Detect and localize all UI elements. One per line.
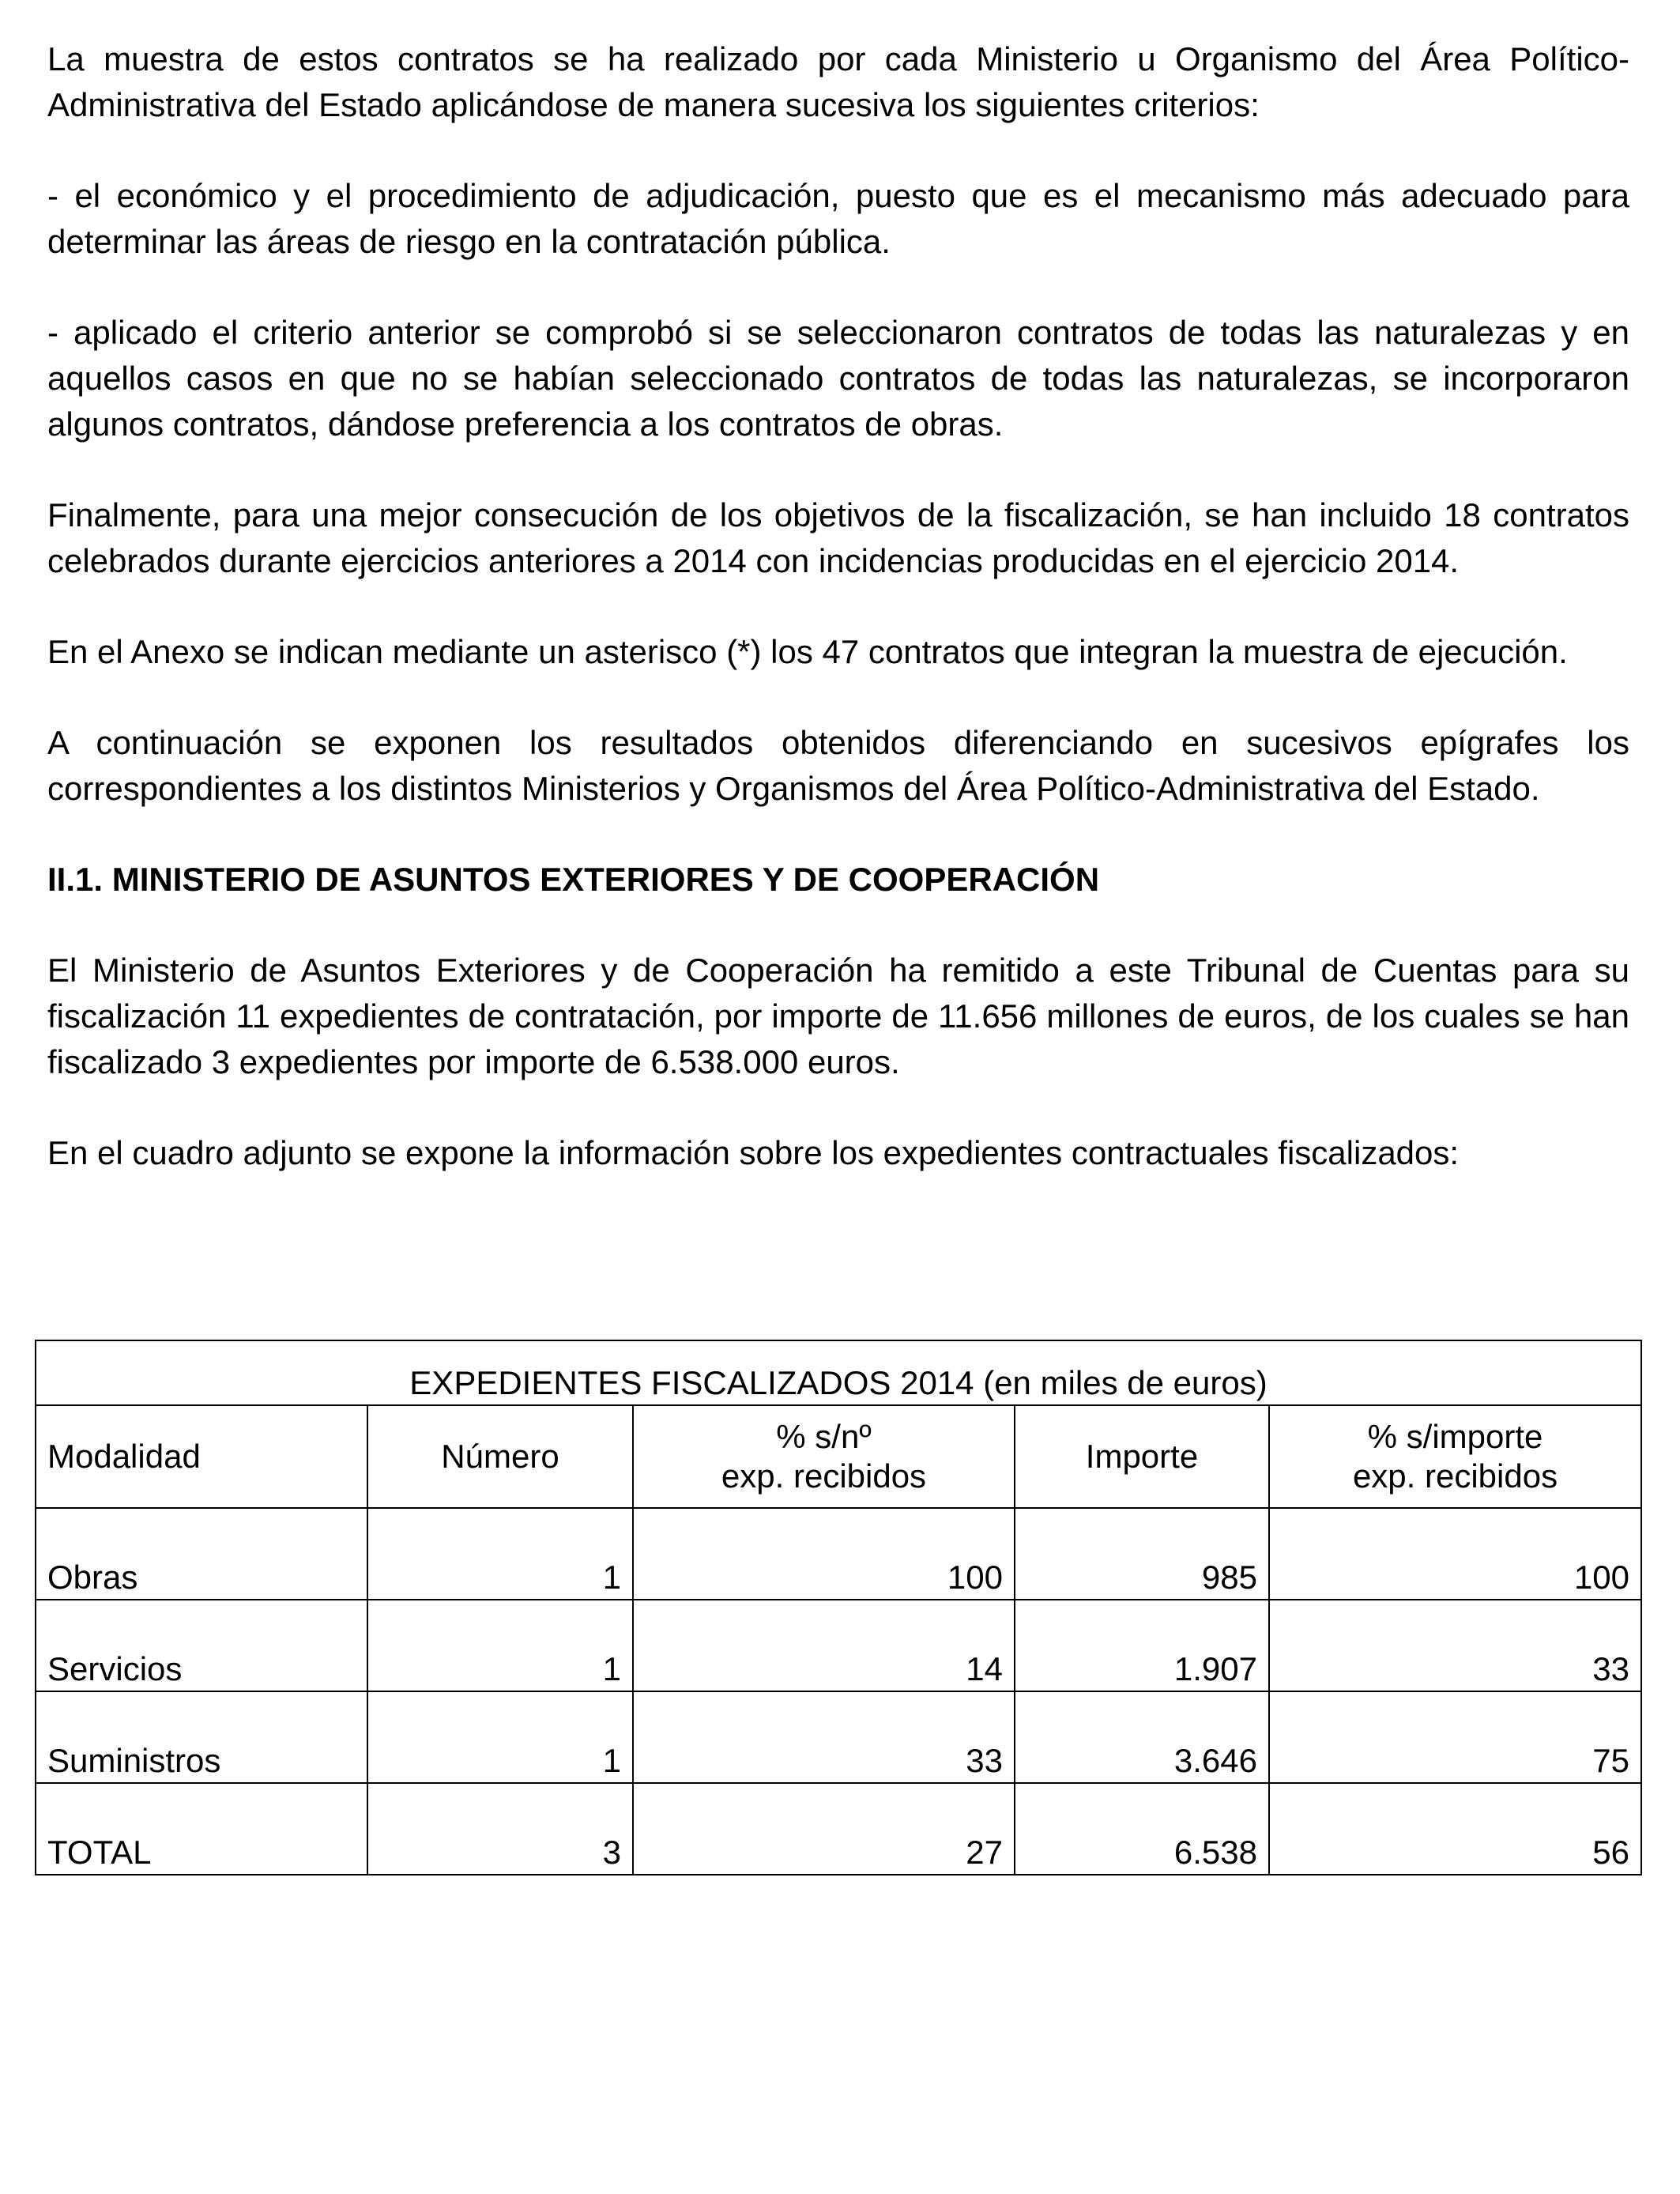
table-header-row bbox=[36, 1405, 1641, 1508]
document-body bbox=[47, 36, 1629, 1221]
table-row-servicios bbox=[36, 1600, 1641, 1691]
cell-pct-num: 100 bbox=[633, 1508, 1015, 1600]
cell-pct-importe: 75 bbox=[1269, 1691, 1641, 1783]
header-modalidad: Modalidad bbox=[36, 1405, 367, 1508]
paragraph-economic-criterion: - el económico y el procedimiento de adjudicación, puesto que es el mecanismo más adecuado para determinar las áreas de riesgo en la contratación pública. bbox=[47, 177, 1629, 260]
paragraph-annex-note: En el Anexo se indican mediante un asterisco (*) los 47 contratos que integran la muestra de ejecución. bbox=[47, 633, 1568, 670]
header-numero: Número bbox=[367, 1405, 633, 1508]
table-title-row bbox=[36, 1340, 1641, 1405]
header-pct-imp-line2: exp. recibidos bbox=[1352, 1457, 1558, 1495]
cell-importe: 1.907 bbox=[1015, 1600, 1269, 1691]
cell-numero: 1 bbox=[367, 1508, 633, 1600]
table-row-obras bbox=[36, 1508, 1641, 1600]
cell-numero: 1 bbox=[367, 1600, 633, 1691]
cell-pct-num: 33 bbox=[633, 1691, 1015, 1783]
table-row-total bbox=[36, 1783, 1641, 1875]
header-pct-num-line1: % s/nº bbox=[776, 1418, 872, 1455]
header-pct-imp-line1: % s/importe bbox=[1367, 1418, 1543, 1455]
table-row-suministros bbox=[36, 1691, 1641, 1783]
cell-pct-importe: 100 bbox=[1269, 1508, 1641, 1600]
cell-modalidad: Obras bbox=[36, 1508, 367, 1600]
expedientes-table-container bbox=[35, 1340, 1640, 1875]
cell-importe: 6.538 bbox=[1015, 1783, 1269, 1875]
section-heading: II.1. MINISTERIO DE ASUNTOS EXTERIORES Y DE COOPERACIÓN bbox=[47, 861, 1100, 898]
cell-importe: 985 bbox=[1015, 1508, 1269, 1600]
cell-modalidad: Servicios bbox=[36, 1600, 367, 1691]
cell-pct-num: 14 bbox=[633, 1600, 1015, 1691]
paragraph-ministry-summary: El Ministerio de Asuntos Exteriores y de Cooperación ha remitido a este Tribunal de Cuentas para su fiscalización 11 expedientes de contratación, por importe de 11.656 millones de euros, de los cuales se han fiscalizado 3 expedientes por importe de 6.538.000 euros. bbox=[47, 952, 1629, 1080]
cell-numero: 3 bbox=[367, 1783, 633, 1875]
expedientes-table bbox=[35, 1340, 1642, 1875]
header-pct-num-line2: exp. recibidos bbox=[721, 1457, 927, 1495]
paragraph-sample-criteria: La muestra de estos contratos se ha realizado por cada Ministerio u Organismo del Área Político-Administrativa del Estado aplicándose de manera sucesiva los siguientes criterios: bbox=[47, 40, 1629, 123]
cell-modalidad: TOTAL bbox=[36, 1783, 367, 1875]
paragraph-prior-contracts: Finalmente, para una mejor consecución de los objetivos de la fiscalización, se han incluido 18 contratos celebrados durante ejercicios anteriores a 2014 con incidencias producidas en el ejercicio 2014. bbox=[47, 496, 1629, 579]
cell-pct-importe: 33 bbox=[1269, 1600, 1641, 1691]
cell-pct-importe: 56 bbox=[1269, 1783, 1641, 1875]
cell-modalidad: Suministros bbox=[36, 1691, 367, 1783]
cell-pct-num: 27 bbox=[633, 1783, 1015, 1875]
header-pct-importe bbox=[1269, 1405, 1641, 1508]
cell-importe: 3.646 bbox=[1015, 1691, 1269, 1783]
paragraph-table-intro: En el cuadro adjunto se expone la información sobre los expedientes contractuales fiscalizados: bbox=[47, 1134, 1460, 1171]
cell-numero: 1 bbox=[367, 1691, 633, 1783]
paragraph-nature-criterion: - aplicado el criterio anterior se comprobó si se seleccionaron contratos de todas las naturalezas y en aquellos casos en que no se habían seleccionado contratos de todas las naturalezas, se incorporaron algunos contratos, dándose preferencia a los contratos de obras. bbox=[47, 314, 1629, 443]
paragraph-results-intro: A continuación se exponen los resultados obtenidos diferenciando en sucesivos epígrafes los correspondientes a los distintos Ministerios y Organismos del Área Político-Administrativa del Estado. bbox=[47, 724, 1629, 807]
header-pct-num bbox=[633, 1405, 1015, 1508]
table-title: EXPEDIENTES FISCALIZADOS 2014 (en miles de euros) bbox=[36, 1340, 1641, 1405]
header-importe: Importe bbox=[1015, 1405, 1269, 1508]
